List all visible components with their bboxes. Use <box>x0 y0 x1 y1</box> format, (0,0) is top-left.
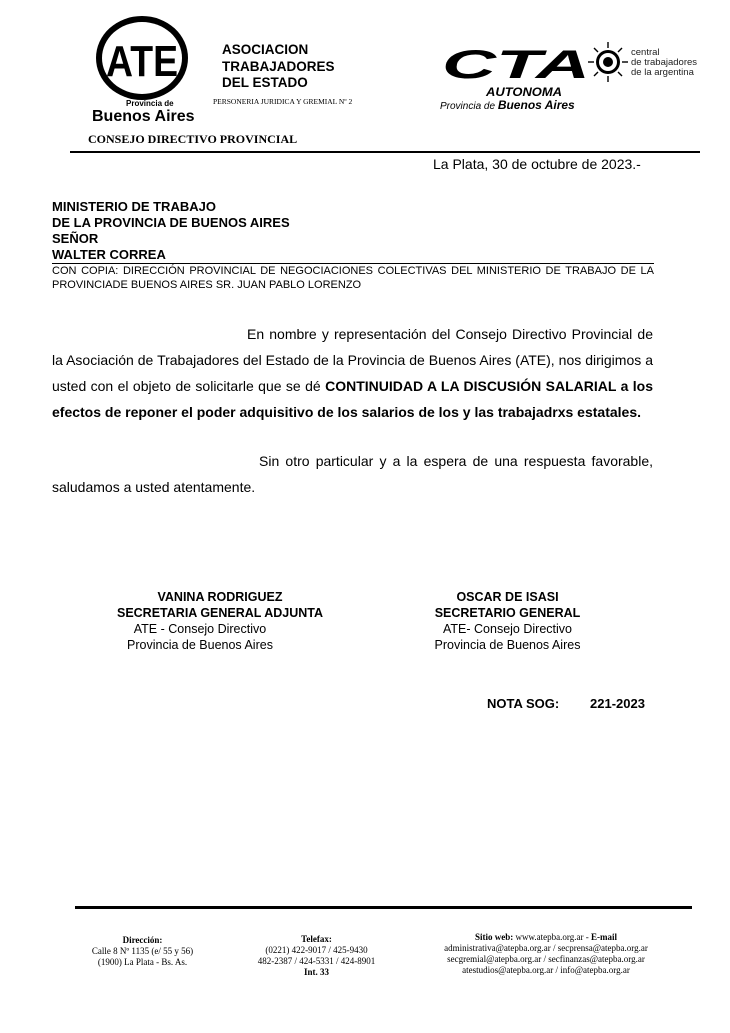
signer-org: Provincia de Buenos Aires <box>434 638 581 652</box>
address-line: (1900) La Plata - Bs. As. <box>97 957 188 967</box>
ate-logo-sub1: Provincia de <box>126 99 174 108</box>
signer-role: SECRETARIO GENERAL <box>434 606 581 620</box>
body-paragraph-1 <box>52 321 653 425</box>
header-divider <box>70 151 700 153</box>
cta-provincia-name: Buenos Aires <box>497 98 575 112</box>
body-paragraph-2: Sin otro particular y a la espera de una respuesta favorable, saludamos a usted atentamente. <box>52 453 653 495</box>
nota-number: 221-2023 <box>590 696 645 711</box>
signer-name: VANINA RODRIGUEZ <box>157 590 283 604</box>
web-label: Sitio web: <box>475 932 514 942</box>
email-line[interactable]: administrativa@atepba.org.ar / secprensa@atepba.org.ar <box>444 943 648 953</box>
ate-name-line: ASOCIACION <box>222 42 309 57</box>
sun-icon <box>588 42 628 82</box>
cta-side-text <box>631 48 697 78</box>
address-line: Calle 8 Nº 1135 (e/ 55 y 56) <box>91 946 194 956</box>
footer-address <box>80 935 205 968</box>
body-emphasis: CONTINUIDAD A LA DISCUSIÓN SALARIAL a los efectos de reponer el poder adquisitivo de los salarios de los y las trabajadrxs estatales. <box>52 378 653 420</box>
nota-label: NOTA SOG: <box>487 696 560 711</box>
telefax-label: Telefax: <box>301 934 332 944</box>
cc-line: CON COPIA: DIRECCIÓN PROVINCIAL DE NEGOCIACIONES COLECTIVAS DEL MINISTERIO DE TRABAJO DE LA PROVINCIADE BUENOS AIRES SR. JUAN PABLO LORENZO <box>52 265 654 291</box>
email-line[interactable]: secgremial@atepba.org.ar / secfinanzas@atepba.org.ar <box>447 954 645 964</box>
body-text: En nombre y representación del Consejo Directivo Provincial de la Asociación de Trabajadores del Estado de la Provincia de Buenos Aires (ATE), nos dirigimos a usted con el objeto de solicitarle que se dé <box>52 326 653 394</box>
footer-divider <box>75 906 692 909</box>
cta-logo-text: CTA <box>442 43 590 87</box>
ate-name-line: TRABAJADORES <box>222 58 335 74</box>
personeria: PERSONERIA JURIDICA Y GREMIAL Nº 2 <box>213 97 353 106</box>
ate-logo <box>92 14 218 122</box>
cta-provincia-prefix: Provincia de <box>440 101 498 112</box>
consejo-directivo-label: CONSEJO DIRECTIVO PROVINCIAL <box>88 132 298 146</box>
email-label: E-mail <box>590 932 617 942</box>
recipient-line: MINISTERIO DE TRABAJO <box>52 199 216 214</box>
recipient-line: DE LA PROVINCIA DE BUENOS AIRES <box>52 215 290 230</box>
signer-name: OSCAR DE ISASI <box>456 590 559 604</box>
ate-logo-sub2: Buenos Aires <box>92 108 195 122</box>
letter-date: La Plata, 30 de octubre de 2023.- <box>433 156 641 172</box>
web-link[interactable]: www.atepba.org.ar - <box>513 932 591 942</box>
footer-web-email <box>426 932 666 976</box>
signer-org: Provincia de Buenos Aires <box>127 638 273 652</box>
cta-side-line: de trabajadores <box>631 57 698 68</box>
recipient-line: SEÑOR <box>52 231 99 246</box>
footer-telefax <box>244 934 389 978</box>
signature-block <box>410 589 605 653</box>
signer-org: ATE- Consejo Directivo <box>443 622 572 636</box>
cta-autonoma: AUTONOMA <box>484 85 562 99</box>
recipient-line: WALTER CORREA <box>52 247 166 262</box>
ate-organization-name <box>222 42 335 92</box>
svg-text:Provincia de Buenos Aires <box>440 98 575 112</box>
recipient-block <box>52 199 290 263</box>
address-label: Dirección: <box>122 935 163 945</box>
telefax-int: Int. 33 <box>303 967 329 977</box>
signer-role: SECRETARIA GENERAL ADJUNTA <box>116 606 324 620</box>
telefax-line: (0221) 422-9017 / 425-9430 <box>265 945 368 955</box>
email-line[interactable]: atestudios@atepba.org.ar / info@atepba.org.ar <box>462 965 630 975</box>
cta-side-line: central <box>631 47 660 58</box>
signer-org: ATE - Consejo Directivo <box>133 622 267 636</box>
telefax-line: 482-2387 / 424-5331 / 424-8901 <box>257 956 376 966</box>
cta-side-line: de la argentina <box>631 67 694 78</box>
ate-logo-text: ATE <box>106 37 178 86</box>
cta-logo <box>438 38 638 112</box>
ate-name-line: DEL ESTADO <box>222 75 308 90</box>
signature-block <box>100 589 340 653</box>
